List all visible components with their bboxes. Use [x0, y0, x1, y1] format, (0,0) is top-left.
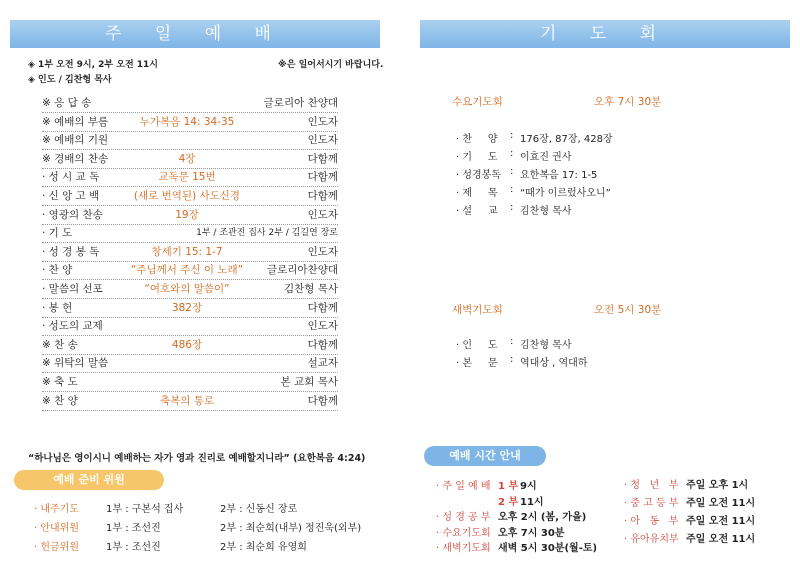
- order-leader: 다함께: [307, 152, 338, 165]
- committee-part1: 1부 : 조선진: [106, 542, 161, 553]
- committee-role: · 내주기도: [34, 504, 79, 515]
- committee-part2: 2부 : 최순희 유영희: [220, 542, 307, 553]
- wed_items-colon: :: [510, 166, 514, 177]
- wed_items-colon: :: [510, 184, 514, 195]
- worship-title: 주 일 예 배: [105, 24, 285, 44]
- stand-note: ※은 일어서시기 바랍니다.: [278, 60, 384, 70]
- dawn_items-colon: :: [510, 354, 514, 365]
- order-detail: 19장: [175, 208, 199, 221]
- order-detail: “주님께서 주신 이 노래”: [130, 264, 244, 277]
- order-leader: 다함께: [307, 171, 338, 184]
- schedule-dept-time: 주일 오전 11시: [686, 498, 756, 509]
- dawn_items-value: 김찬형 목사: [520, 340, 572, 351]
- order-name: ※ 찬 양: [42, 394, 78, 407]
- order-leader: 1부 / 조관진 집사 2부 / 김길연 장로: [196, 228, 338, 239]
- order-leader: 인도자: [307, 245, 338, 258]
- order-name: · 성 경 봉 독: [42, 245, 100, 258]
- schedule-name: · 새벽기도회: [436, 543, 491, 554]
- schedule-dept: · 청 년 부: [624, 480, 679, 491]
- schedule-dept-time: 주일 오전 11시: [686, 534, 756, 545]
- committee-table: [34, 500, 365, 557]
- wed_items-label: · 찬 양: [456, 134, 498, 145]
- committee-role: · 헌금위원: [34, 542, 79, 553]
- dotted-leader-line: [42, 410, 338, 411]
- wed_items-colon: :: [510, 148, 514, 159]
- service-time: ◈ 1부 오전 9시, 2부 오전 11시: [28, 60, 159, 70]
- order-row: [42, 355, 338, 373]
- wed_items-value: 요한복음 17: 1-5: [520, 170, 598, 181]
- order-row: [42, 114, 338, 132]
- order-leader: 글로리아찬양대: [266, 264, 338, 277]
- order-detail: 창세기 15: 1-7: [151, 245, 223, 258]
- dawn-time: 오전 5시 30분: [594, 304, 662, 316]
- order-name: ※ 찬 송: [42, 338, 78, 351]
- committee-part2: 2부 : 최순희(내부) 정진욱(외부): [220, 523, 362, 534]
- committee-row: [34, 519, 365, 538]
- order-row: [42, 188, 338, 206]
- order-row: [42, 95, 338, 113]
- committee-part1: 1부 : 구본석 집사: [106, 504, 184, 515]
- order-detail: 누가복음 14: 34-35: [139, 115, 235, 128]
- order-name: · 봉 헌: [42, 301, 73, 314]
- order-detail: 교독문 15번: [158, 171, 216, 184]
- schedule-time: 11시: [520, 496, 544, 508]
- committee-part1: 1부 : 조선진: [106, 523, 161, 534]
- schedule-time: 새벽 5시 30분(월-토): [498, 543, 598, 554]
- order-name: · 신 앙 고 백: [42, 190, 100, 202]
- schedule-name: · 성 경 공 부: [436, 512, 491, 523]
- order-row: [42, 337, 338, 355]
- worship-title-bar: [10, 20, 380, 48]
- order-name: ※ 응 답 송: [42, 97, 92, 109]
- order-detail: 486장: [171, 338, 203, 351]
- leader: ◈ 인도 / 김찬형 목사: [28, 75, 112, 85]
- wed_items-label: · 기 도: [456, 152, 498, 163]
- schedule-dept: · 유아유치부: [624, 534, 679, 545]
- wed_items-value: 김찬형 목사: [520, 206, 572, 217]
- scripture-verse: “하나님은 영이시니 예배하는 자가 영과 진리로 예배할지니라” (요한복음 4:24): [28, 453, 366, 464]
- wed_items-value: 176장, 87장, 428장: [520, 134, 613, 145]
- schedule-dept: · 중 고 등 부: [624, 498, 679, 509]
- order-row: [42, 244, 338, 262]
- order-name: · 기 도: [42, 227, 73, 240]
- order-leader: 인도자: [307, 115, 338, 128]
- order-name: · 말씀의 선포: [42, 283, 103, 295]
- order-leader: 설교자: [307, 357, 338, 370]
- order-row: [42, 374, 338, 392]
- order-leader: 다함께: [307, 338, 338, 351]
- dawn_items-value: 역대상 , 역대하: [520, 358, 588, 369]
- order-name: · 영광의 찬송: [42, 208, 103, 221]
- order-row: [42, 151, 338, 169]
- wed_items-colon: :: [510, 130, 514, 141]
- order-detail: 4장: [178, 152, 196, 165]
- wednesday-time: 오후 7시 30분: [594, 96, 662, 108]
- order-detail: (새로 번역된) 사도신경: [133, 190, 241, 202]
- wed_items-label: · 설 교: [456, 206, 498, 217]
- committee-title-badge: [14, 470, 164, 490]
- order-name: ※ 축 도: [42, 376, 78, 388]
- order-leader: 다함께: [307, 190, 338, 202]
- order-row: [42, 169, 338, 187]
- schedule-name: · 수요기도회: [436, 527, 491, 539]
- order-leader: 다함께: [307, 301, 338, 314]
- wed_items-value: “때가 이르렀사오니”: [520, 188, 611, 199]
- committee-title: 예배 준비 위원: [53, 473, 125, 486]
- committee-part2: 2부 : 신동신 장로: [220, 504, 298, 515]
- schedule-name: · 주 일 예 배: [436, 481, 491, 492]
- order-detail: 382장: [171, 301, 203, 314]
- order-leader: 본 교회 목사: [280, 376, 338, 388]
- order-name: ※ 예배의 기원: [42, 134, 109, 147]
- committee-row: [34, 538, 365, 557]
- committee-row: [34, 500, 365, 519]
- order-detail: 축복의 통로: [159, 394, 215, 407]
- schedule-time: 오후 7시 30분: [498, 527, 565, 539]
- schedule-dept: · 아 동 부: [624, 516, 679, 527]
- schedule-title-badge: [424, 446, 546, 466]
- dawn-title: 새벽기도회: [452, 304, 503, 316]
- schedule-time: 오후 2시 (봄, 가을): [498, 512, 587, 523]
- dawn_items-label: · 인 도: [456, 340, 498, 351]
- order-row: [42, 207, 338, 225]
- schedule-time: 9시: [520, 481, 537, 492]
- wed_items-value: 이효진 권사: [520, 152, 572, 163]
- schedule-part: 1 부: [498, 481, 519, 492]
- order-row: [42, 393, 338, 411]
- committee-role: · 안내위원: [34, 523, 79, 534]
- dawn_items-label: · 본 문: [456, 358, 498, 369]
- order-name: ※ 경배의 찬송: [42, 152, 109, 165]
- order-leader: 인도자: [307, 320, 338, 333]
- schedule-part: 2 부: [498, 496, 519, 508]
- order-row: [42, 300, 338, 318]
- order-row: [42, 262, 338, 280]
- order-leader: 인도자: [307, 208, 338, 221]
- order-name: · 성도의 교제: [42, 320, 103, 333]
- schedule-dept-time: 주일 오후 1시: [686, 480, 749, 491]
- wed_items-colon: :: [510, 202, 514, 213]
- order-row: [42, 225, 338, 243]
- order-leader: 다함께: [307, 394, 338, 407]
- order-leader: 김찬형 목사: [283, 283, 338, 295]
- wednesday-title: 수요기도회: [452, 96, 503, 108]
- order-detail: “여호와의 말씀이”: [144, 283, 230, 295]
- order-name: ※ 위탁의 말씀: [42, 357, 109, 370]
- schedule-title: 예배 시간 안내: [449, 449, 521, 462]
- prayer-title-bar: [420, 20, 790, 48]
- order-leader: 인도자: [307, 134, 338, 147]
- schedule-dept-time: 주일 오전 11시: [686, 516, 756, 527]
- order-name: · 찬 양: [42, 264, 73, 277]
- prayer-title: 기 도 회: [539, 24, 671, 44]
- order-name: ※ 예배의 부름: [42, 115, 109, 128]
- order-row: [42, 281, 338, 299]
- order-row: [42, 132, 338, 150]
- order-name: · 성 시 교 독: [42, 171, 100, 184]
- order-leader: 글로리아 찬양대: [263, 97, 338, 109]
- wed_items-label: · 성경봉독: [456, 170, 501, 181]
- dawn_items-colon: :: [510, 336, 514, 347]
- order-row: [42, 318, 338, 336]
- wed_items-label: · 제 목: [456, 188, 498, 199]
